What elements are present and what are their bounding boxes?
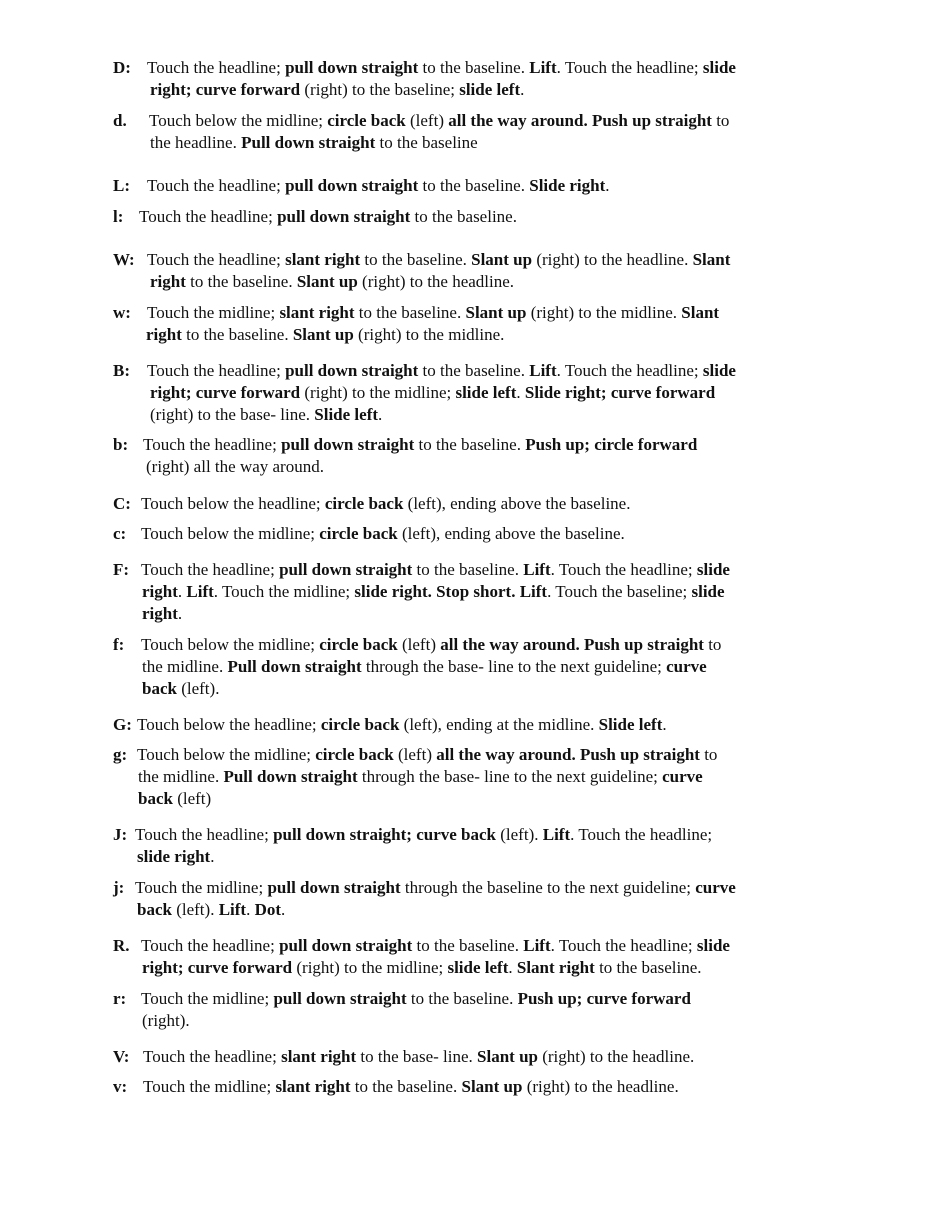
instruction-text: the midline. [142, 657, 228, 676]
bold-instruction-phrase: right [142, 582, 178, 601]
bold-instruction-phrase: Slide left [314, 405, 379, 424]
instruction-text: to the baseline. [185, 272, 297, 291]
letter-label: g: [113, 745, 128, 764]
instruction-text: to the baseline. [418, 361, 530, 380]
instruction-line [113, 324, 843, 346]
bold-instruction-phrase: slide [691, 582, 725, 601]
instruction-text: through the base- line to the next guideline; [361, 657, 667, 676]
instruction-text: the headline. [150, 133, 242, 152]
bold-instruction-phrase: Slant [692, 250, 731, 269]
bold-instruction-phrase: all the way around. Push up straight [448, 111, 712, 130]
instruction-entry [113, 935, 843, 979]
instruction-text: Touch below the midline; [141, 635, 320, 654]
instruction-text: . Touch the baseline; [547, 582, 692, 601]
instruction-text: to the baseline. [181, 325, 293, 344]
instruction-entry [113, 249, 843, 293]
instruction-text: . Touch the headline; [556, 58, 703, 77]
bold-instruction-phrase: slide [696, 560, 730, 579]
letter-label: B: [113, 361, 130, 380]
bold-instruction-phrase: circle back [320, 715, 400, 734]
instruction-text: to the baseline. [594, 958, 702, 977]
bold-instruction-phrase: pull down straight [267, 878, 401, 897]
bold-instruction-phrase: slide left [459, 80, 521, 99]
instruction-text: the midline. [138, 767, 224, 786]
instruction-text: (left), ending at the midline. [399, 715, 599, 734]
instruction-line [113, 846, 843, 868]
instruction-line [113, 957, 843, 979]
bold-instruction-phrase: Push up; circle forward [525, 435, 698, 454]
letter-label: r: [113, 989, 127, 1008]
instruction-text: Touch below the headline; [141, 494, 325, 513]
letter-label: G: [113, 715, 132, 734]
instruction-text: to [711, 111, 730, 130]
instruction-text: to the baseline [375, 133, 478, 152]
bold-instruction-phrase: right; curve forward [142, 958, 293, 977]
letter-label: f: [113, 635, 125, 654]
instruction-text: (right) to the baseline; [300, 80, 460, 99]
bold-instruction-phrase: pull down straight [281, 435, 415, 454]
instruction-text: Touch the headline; [147, 176, 286, 195]
letter-label: W: [113, 250, 135, 269]
instruction-text: to the baseline. [406, 989, 518, 1008]
bold-instruction-phrase: right; curve forward [150, 383, 301, 402]
instruction-text: to [699, 745, 718, 764]
instruction-line [113, 132, 843, 154]
instruction-entry [113, 824, 843, 868]
instruction-text: Touch the headline; [143, 1047, 282, 1066]
instruction-line [113, 744, 843, 766]
bold-instruction-phrase: circle back [319, 635, 398, 654]
bold-instruction-phrase: Slide left [598, 715, 663, 734]
bold-instruction-phrase: Lift [529, 361, 557, 380]
bold-instruction-phrase: slide [702, 58, 736, 77]
instruction-text: (right) to the midline; [292, 958, 448, 977]
instruction-text: . Touch the headline; [556, 361, 703, 380]
bold-instruction-phrase: slide left [447, 958, 509, 977]
instruction-text: to the base- line. [356, 1047, 478, 1066]
bold-instruction-phrase: slide right. Stop short. Lift [354, 582, 548, 601]
bold-instruction-phrase: slant right [279, 303, 355, 322]
instruction-text: to the baseline. [354, 303, 466, 322]
instruction-entry [113, 988, 843, 1032]
bold-instruction-phrase: Slant right [516, 958, 595, 977]
instruction-entry [113, 744, 843, 810]
instruction-text: . [508, 958, 517, 977]
bold-instruction-phrase: Slant [681, 303, 720, 322]
bold-instruction-phrase: slide right [137, 847, 211, 866]
instruction-entry [113, 57, 843, 101]
instruction-line [113, 988, 843, 1010]
bold-instruction-phrase: Slide right [529, 176, 606, 195]
bold-instruction-phrase: circle back [319, 524, 398, 543]
instruction-line [113, 434, 843, 456]
bold-instruction-phrase: Slant up [477, 1047, 538, 1066]
instruction-text: . [177, 582, 187, 601]
instruction-text: (right) to the midline; [300, 383, 456, 402]
bold-instruction-phrase: Slide right; curve forward [524, 383, 716, 402]
instruction-text: Touch the headline; [147, 361, 286, 380]
instruction-text: to the baseline. [412, 936, 524, 955]
instruction-entry [113, 559, 843, 625]
instruction-entry [113, 493, 843, 515]
instruction-line [113, 1076, 843, 1098]
instruction-text: . Touch the headline; [550, 936, 697, 955]
instruction-text: (left), ending above the baseline. [403, 494, 631, 513]
instruction-text: (left), ending above the baseline. [397, 524, 625, 543]
instruction-text: Touch the headline; [139, 207, 278, 226]
letter-label: D: [113, 58, 131, 77]
instruction-line [113, 493, 843, 515]
instruction-entry [113, 634, 843, 700]
instruction-text: . [378, 405, 383, 424]
instruction-entry [113, 1046, 843, 1068]
bold-instruction-phrase: Dot [254, 900, 282, 919]
instruction-text: . Touch the midline; [213, 582, 355, 601]
instruction-line [113, 899, 843, 921]
bold-instruction-phrase: Pull down straight [227, 657, 362, 676]
instruction-text: Touch the headline; [147, 250, 286, 269]
bold-instruction-phrase: Lift [529, 58, 557, 77]
bold-instruction-phrase: curve [662, 767, 703, 786]
instruction-line [113, 360, 843, 382]
letter-label: w: [113, 303, 131, 322]
instruction-text: Touch the headline; [135, 825, 274, 844]
bold-instruction-phrase: Slant up [292, 325, 354, 344]
instruction-line [113, 249, 843, 271]
instruction-text: (right) all the way around. [146, 457, 324, 476]
bold-instruction-phrase: right [150, 272, 186, 291]
instruction-line [113, 1046, 843, 1068]
bold-instruction-phrase: all the way around. Push up straight [436, 745, 700, 764]
instruction-text: (left) [393, 745, 437, 764]
letter-label: v: [113, 1077, 128, 1096]
instruction-text: to the baseline. [412, 560, 524, 579]
instruction-line [113, 714, 843, 736]
bold-instruction-phrase: slide [696, 936, 730, 955]
bold-instruction-phrase: Lift [218, 900, 247, 919]
instruction-entry [113, 523, 843, 545]
instruction-entry [113, 714, 843, 736]
bold-instruction-phrase: slant right [275, 1077, 351, 1096]
instruction-entry [113, 434, 843, 478]
letter-label: C: [113, 494, 131, 513]
instruction-text: Touch the headline; [141, 936, 280, 955]
instruction-text: . Touch the headline; [570, 825, 713, 844]
instruction-text: (right) to the headline. [537, 1047, 695, 1066]
instruction-entry [113, 206, 843, 228]
instruction-text: (right) to the headline. [532, 250, 693, 269]
bold-instruction-phrase: right; curve forward [150, 80, 301, 99]
letter-label: l: [113, 207, 124, 226]
instruction-text: . [246, 900, 255, 919]
bold-instruction-phrase: slide left [455, 383, 517, 402]
instruction-text: to [703, 635, 722, 654]
instruction-entry [113, 302, 843, 346]
instruction-text: . [520, 80, 525, 99]
instruction-text: Touch below the midline; [141, 524, 320, 543]
instruction-text: (right). [142, 1011, 190, 1030]
bold-instruction-phrase: Lift [523, 560, 551, 579]
instruction-line [113, 634, 843, 656]
bold-instruction-phrase: Pull down straight [241, 133, 376, 152]
bold-instruction-phrase: pull down straight [285, 176, 419, 195]
instruction-line [113, 824, 843, 846]
bold-instruction-phrase: curve [666, 657, 707, 676]
instruction-line [113, 79, 843, 101]
instruction-text: Touch the midline; [147, 303, 280, 322]
instruction-text: (left) [405, 111, 449, 130]
instruction-text: (right) to the headline. [357, 272, 515, 291]
instruction-text: (left). [176, 679, 220, 698]
instruction-line [113, 656, 843, 678]
bold-instruction-phrase: pull down straight [273, 989, 407, 1008]
instruction-entry [113, 360, 843, 426]
instruction-text: Touch the headline; [141, 560, 280, 579]
instruction-text: . [516, 383, 525, 402]
instruction-text: (right) to the midline. [526, 303, 682, 322]
instruction-line [113, 1010, 843, 1032]
instruction-line [113, 456, 843, 478]
instruction-line [113, 206, 843, 228]
letter-label: c: [113, 524, 127, 543]
bold-instruction-phrase: Slant up [296, 272, 358, 291]
instruction-text: (right) to the headline. [522, 1077, 679, 1096]
instruction-text: Touch below the midline; [137, 745, 316, 764]
bold-instruction-phrase: Lift [542, 825, 571, 844]
instruction-text: Touch the headline; [143, 435, 282, 454]
instruction-line [113, 788, 843, 810]
bold-instruction-phrase: Lift [186, 582, 214, 601]
instruction-text: through the base- line to the next guideline; [357, 767, 663, 786]
instruction-line [113, 175, 843, 197]
instruction-text: Touch below the midline; [149, 111, 328, 130]
instruction-line [113, 382, 843, 404]
bold-instruction-phrase: Slant up [471, 250, 533, 269]
instruction-line [113, 877, 843, 899]
letter-label: d. [113, 111, 127, 130]
instruction-text: to the baseline. [350, 1077, 462, 1096]
bold-instruction-phrase: Lift [523, 936, 551, 955]
bold-instruction-phrase: Pull down straight [223, 767, 358, 786]
letter-label: R. [113, 936, 130, 955]
letter-label: j: [113, 878, 125, 897]
bold-instruction-phrase: back [137, 900, 172, 919]
bold-instruction-phrase: pull down straight [277, 207, 411, 226]
letter-label: J: [113, 825, 128, 844]
bold-instruction-phrase: pull down straight [285, 361, 419, 380]
bold-instruction-phrase: Slant up [461, 1077, 523, 1096]
instruction-line [113, 271, 843, 293]
instruction-text: Touch the midline; [141, 989, 274, 1008]
instruction-text: (right) to the base- line. [150, 405, 315, 424]
instruction-text: Touch the midline; [143, 1077, 276, 1096]
instruction-text: (left) [397, 635, 441, 654]
letter-label: V: [113, 1047, 130, 1066]
instruction-line [113, 559, 843, 581]
instruction-text: through the baseline to the next guideline; [400, 878, 696, 897]
instruction-entry [113, 175, 843, 197]
bold-instruction-phrase: Slant up [465, 303, 527, 322]
instruction-line [113, 110, 843, 132]
bold-instruction-phrase: slide [702, 361, 736, 380]
bold-instruction-phrase: back [138, 789, 173, 808]
letter-label: F: [113, 560, 130, 579]
instruction-text: . [281, 900, 286, 919]
instruction-line [113, 935, 843, 957]
instruction-text: (left) [172, 789, 212, 808]
letter-label: L: [113, 176, 130, 195]
bold-instruction-phrase: circle back [324, 494, 404, 513]
instruction-text: (right) to the midline. [353, 325, 505, 344]
instruction-text: to the baseline. [418, 176, 530, 195]
instruction-text: (left). [496, 825, 543, 844]
bold-instruction-phrase: all the way around. Push up straight [440, 635, 704, 654]
instruction-entry [113, 110, 843, 154]
instruction-line [113, 57, 843, 79]
bold-instruction-phrase: pull down straight [279, 560, 413, 579]
instruction-line [113, 404, 843, 426]
bold-instruction-phrase: pull down straight; curve back [273, 825, 496, 844]
instruction-text: . [605, 176, 610, 195]
instruction-text: to the baseline. [414, 435, 526, 454]
instruction-text: to the baseline. [418, 58, 530, 77]
instruction-text: . [210, 847, 215, 866]
bold-instruction-phrase: back [142, 679, 177, 698]
bold-instruction-phrase: slant right [281, 1047, 357, 1066]
instruction-line [113, 523, 843, 545]
instruction-line [113, 766, 843, 788]
bold-instruction-phrase: circle back [327, 111, 406, 130]
instruction-text: Touch the headline; [147, 58, 286, 77]
bold-instruction-phrase: right [146, 325, 182, 344]
instruction-entry [113, 1076, 843, 1098]
instruction-line [113, 678, 843, 700]
bold-instruction-phrase: pull down straight [285, 58, 419, 77]
instruction-text: to the baseline. [360, 250, 472, 269]
instruction-line [113, 581, 843, 603]
bold-instruction-phrase: circle back [315, 745, 394, 764]
instruction-text: (left). [171, 900, 219, 919]
instruction-text: Touch below the headline; [137, 715, 321, 734]
bold-instruction-phrase: Push up; curve forward [517, 989, 691, 1008]
bold-instruction-phrase: right [142, 604, 178, 623]
instruction-text: . Touch the headline; [550, 560, 697, 579]
instruction-text: . [662, 715, 667, 734]
bold-instruction-phrase: slant right [285, 250, 361, 269]
bold-instruction-phrase: curve [695, 878, 736, 897]
letter-label: b: [113, 435, 129, 454]
instruction-entry [113, 877, 843, 921]
instruction-line [113, 603, 843, 625]
instruction-text: Touch the midline; [135, 878, 268, 897]
instruction-line [113, 302, 843, 324]
instruction-text: to the baseline. [410, 207, 517, 226]
bold-instruction-phrase: pull down straight [279, 936, 413, 955]
instruction-text: . [177, 604, 183, 623]
